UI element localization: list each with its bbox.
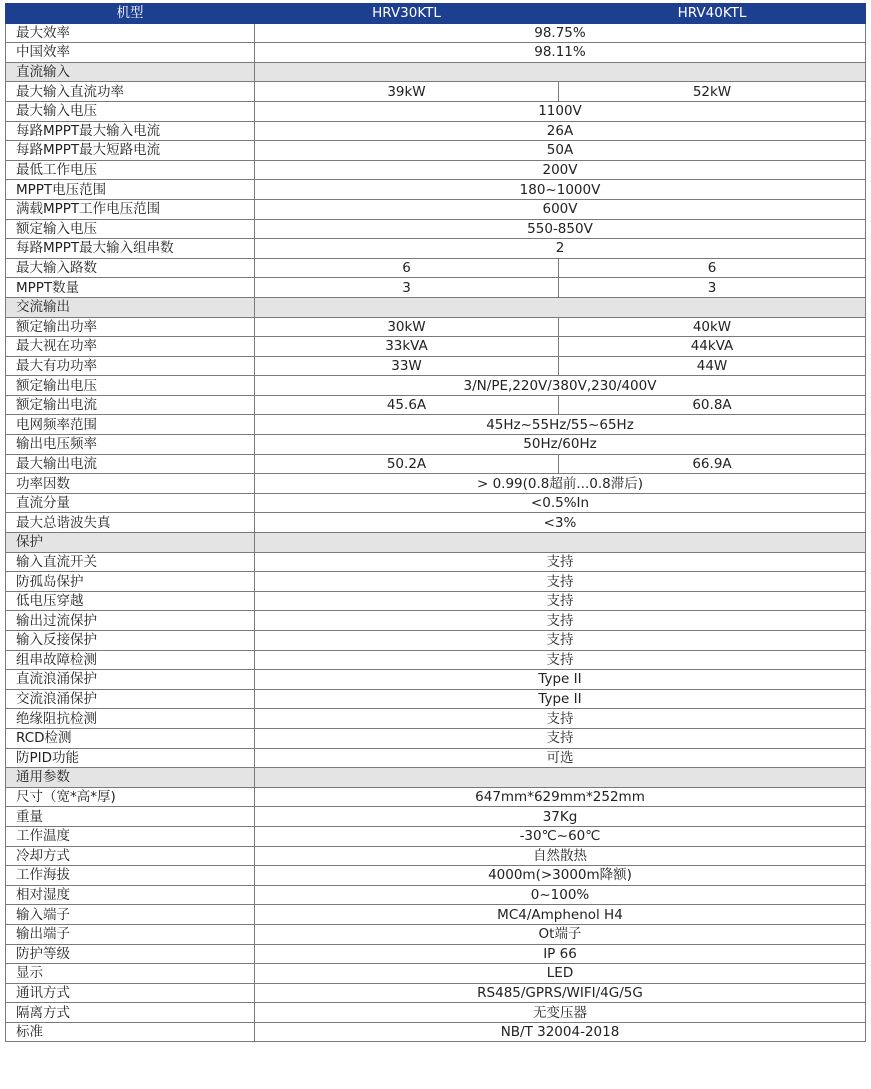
spec-table-body: [6, 23, 866, 1042]
spec-value-model-a: 30kW: [255, 317, 559, 337]
table-row: [6, 826, 866, 846]
spec-value-shared: Ot端子: [255, 924, 866, 944]
section-row: [6, 297, 866, 317]
section-filler: [255, 297, 866, 317]
header-row: [6, 4, 866, 24]
table-row: [6, 905, 866, 925]
spec-value-shared: 45Hz~55Hz/55~65Hz: [255, 415, 866, 435]
spec-value-shared: Type II: [255, 689, 866, 709]
spec-label: 额定输出电压: [6, 376, 255, 396]
spec-value-shared: 自然散热: [255, 846, 866, 866]
table-row: [6, 866, 866, 886]
table-row: [6, 435, 866, 455]
spec-value-shared: 600V: [255, 199, 866, 219]
table-row: [6, 337, 866, 357]
spec-value-shared: MC4/Amphenol H4: [255, 905, 866, 925]
spec-value-shared: 550-850V: [255, 219, 866, 239]
spec-label: 尺寸（宽*高*厚): [6, 787, 255, 807]
table-row: [6, 356, 866, 376]
spec-value-shared: > 0.99(0.8超前...0.8滞后): [255, 474, 866, 494]
table-row: [6, 944, 866, 964]
section-title: 直流输入: [6, 62, 255, 82]
table-row: [6, 121, 866, 141]
spec-value-model-b: 3: [559, 278, 866, 298]
spec-label: 组串故障检测: [6, 650, 255, 670]
spec-label: 工作温度: [6, 826, 255, 846]
table-row: [6, 513, 866, 533]
spec-label: 冷却方式: [6, 846, 255, 866]
spec-value-shared: 4000m(>3000m降额): [255, 866, 866, 886]
table-row: [6, 160, 866, 180]
spec-value-shared: <0.5%In: [255, 493, 866, 513]
spec-label: 输入直流开关: [6, 552, 255, 572]
spec-label: 输入端子: [6, 905, 255, 925]
spec-value-shared: 647mm*629mm*252mm: [255, 787, 866, 807]
spec-label: 重量: [6, 807, 255, 827]
spec-label: 最大视在功率: [6, 337, 255, 357]
spec-label: 直流浪涌保护: [6, 670, 255, 690]
spec-value-model-a: 3: [255, 278, 559, 298]
spec-label: 最大总谐波失真: [6, 513, 255, 533]
spec-label: 防PID功能: [6, 748, 255, 768]
spec-label: RCD检测: [6, 728, 255, 748]
section-title: 通用参数: [6, 768, 255, 788]
spec-label: 最低工作电压: [6, 160, 255, 180]
spec-label: 标准: [6, 1022, 255, 1042]
spec-label: 最大输出电流: [6, 454, 255, 474]
spec-value-model-a: 6: [255, 258, 559, 278]
spec-value-model-b: 6: [559, 258, 866, 278]
table-row: [6, 670, 866, 690]
spec-label: 额定输入电压: [6, 219, 255, 239]
section-title: 保护: [6, 533, 255, 553]
spec-value-shared: 可选: [255, 748, 866, 768]
spec-label: 显示: [6, 964, 255, 984]
spec-label: 额定输出电流: [6, 395, 255, 415]
spec-label: 输出电压频率: [6, 435, 255, 455]
spec-value-shared: 支持: [255, 611, 866, 631]
spec-value-shared: 2: [255, 239, 866, 259]
spec-value-shared: IP 66: [255, 944, 866, 964]
table-row: [6, 591, 866, 611]
spec-value-shared: 180~1000V: [255, 180, 866, 200]
spec-label: 相对湿度: [6, 885, 255, 905]
spec-value-shared: 200V: [255, 160, 866, 180]
spec-label: 每路MPPT最大输入电流: [6, 121, 255, 141]
section-filler: [255, 768, 866, 788]
spec-value-shared: 98.75%: [255, 23, 866, 43]
table-row: [6, 101, 866, 121]
spec-value-shared: -30℃~60℃: [255, 826, 866, 846]
table-row: [6, 180, 866, 200]
spec-label: 工作海拔: [6, 866, 255, 886]
table-row: [6, 23, 866, 43]
spec-table-container: [5, 3, 865, 1042]
table-row: [6, 239, 866, 259]
spec-value-model-a: 50.2A: [255, 454, 559, 474]
table-row: [6, 807, 866, 827]
spec-value-model-b: 44kVA: [559, 337, 866, 357]
spec-value-model-a: 33W: [255, 356, 559, 376]
table-row: [6, 278, 866, 298]
spec-label: 满载MPPT工作电压范围: [6, 199, 255, 219]
table-row: [6, 983, 866, 1003]
spec-value-model-b: 66.9A: [559, 454, 866, 474]
table-row: [6, 376, 866, 396]
table-row: [6, 552, 866, 572]
table-row: [6, 572, 866, 592]
spec-label: 每路MPPT最大输入组串数: [6, 239, 255, 259]
section-title: 交流输出: [6, 297, 255, 317]
section-row: [6, 62, 866, 82]
spec-label: 输出过流保护: [6, 611, 255, 631]
spec-value-shared: 支持: [255, 709, 866, 729]
header-model-label: 机型: [6, 4, 255, 24]
table-row: [6, 846, 866, 866]
table-row: [6, 1003, 866, 1023]
spec-label: MPPT电压范围: [6, 180, 255, 200]
spec-label: 最大输入电压: [6, 101, 255, 121]
section-row: [6, 768, 866, 788]
spec-value-shared: 支持: [255, 728, 866, 748]
spec-value-shared: RS485/GPRS/WIFI/4G/5G: [255, 983, 866, 1003]
section-filler: [255, 533, 866, 553]
spec-label: 绝缘阻抗检测: [6, 709, 255, 729]
spec-value-model-b: 60.8A: [559, 395, 866, 415]
header-model-b: HRV40KTL: [559, 4, 866, 24]
table-row: [6, 43, 866, 63]
spec-value-shared: 0~100%: [255, 885, 866, 905]
spec-label: 隔离方式: [6, 1003, 255, 1023]
spec-value-shared: 支持: [255, 631, 866, 651]
spec-value-shared: NB/T 32004-2018: [255, 1022, 866, 1042]
table-row: [6, 82, 866, 102]
spec-table: [5, 3, 866, 1042]
table-row: [6, 748, 866, 768]
spec-value-model-b: 52kW: [559, 82, 866, 102]
table-row: [6, 924, 866, 944]
spec-label: 最大输入直流功率: [6, 82, 255, 102]
section-row: [6, 533, 866, 553]
table-row: [6, 611, 866, 631]
spec-label: 输出端子: [6, 924, 255, 944]
table-row: [6, 219, 866, 239]
spec-value-shared: 支持: [255, 591, 866, 611]
spec-label: 额定输出功率: [6, 317, 255, 337]
spec-value-shared: 50Hz/60Hz: [255, 435, 866, 455]
table-row: [6, 317, 866, 337]
table-row: [6, 1022, 866, 1042]
header-model-a: HRV30KTL: [255, 4, 559, 24]
spec-label: 防护等级: [6, 944, 255, 964]
spec-value-shared: 支持: [255, 552, 866, 572]
spec-label: 低电压穿越: [6, 591, 255, 611]
spec-value-shared: 1100V: [255, 101, 866, 121]
spec-value-model-a: 39kW: [255, 82, 559, 102]
spec-label: 最大输入路数: [6, 258, 255, 278]
spec-label: 交流浪涌保护: [6, 689, 255, 709]
spec-value-shared: LED: [255, 964, 866, 984]
spec-label: 电网频率范围: [6, 415, 255, 435]
section-filler: [255, 62, 866, 82]
spec-value-shared: 98.11%: [255, 43, 866, 63]
spec-value-shared: <3%: [255, 513, 866, 533]
table-row: [6, 964, 866, 984]
spec-label: 最大效率: [6, 23, 255, 43]
table-row: [6, 787, 866, 807]
table-row: [6, 885, 866, 905]
spec-label: 最大有功功率: [6, 356, 255, 376]
table-row: [6, 474, 866, 494]
spec-label: 直流分量: [6, 493, 255, 513]
spec-value-model-a: 33kVA: [255, 337, 559, 357]
table-row: [6, 258, 866, 278]
spec-label: MPPT数量: [6, 278, 255, 298]
table-row: [6, 141, 866, 161]
table-row: [6, 650, 866, 670]
spec-value-model-a: 45.6A: [255, 395, 559, 415]
spec-value-shared: 3/N/PE,220V/380V,230/400V: [255, 376, 866, 396]
spec-value-shared: 37Kg: [255, 807, 866, 827]
spec-value-shared: Type II: [255, 670, 866, 690]
table-row: [6, 454, 866, 474]
spec-value-model-b: 44W: [559, 356, 866, 376]
table-row: [6, 728, 866, 748]
spec-label: 通讯方式: [6, 983, 255, 1003]
spec-value-shared: 50A: [255, 141, 866, 161]
spec-label: 每路MPPT最大短路电流: [6, 141, 255, 161]
spec-value-shared: 支持: [255, 650, 866, 670]
spec-value-shared: 支持: [255, 572, 866, 592]
table-row: [6, 631, 866, 651]
table-row: [6, 493, 866, 513]
spec-label: 防孤岛保护: [6, 572, 255, 592]
spec-value-model-b: 40kW: [559, 317, 866, 337]
spec-label: 功率因数: [6, 474, 255, 494]
table-row: [6, 709, 866, 729]
table-row: [6, 395, 866, 415]
spec-label: 中国效率: [6, 43, 255, 63]
table-row: [6, 199, 866, 219]
spec-value-shared: 无变压器: [255, 1003, 866, 1023]
spec-value-shared: 26A: [255, 121, 866, 141]
table-row: [6, 415, 866, 435]
spec-label: 输入反接保护: [6, 631, 255, 651]
table-row: [6, 689, 866, 709]
